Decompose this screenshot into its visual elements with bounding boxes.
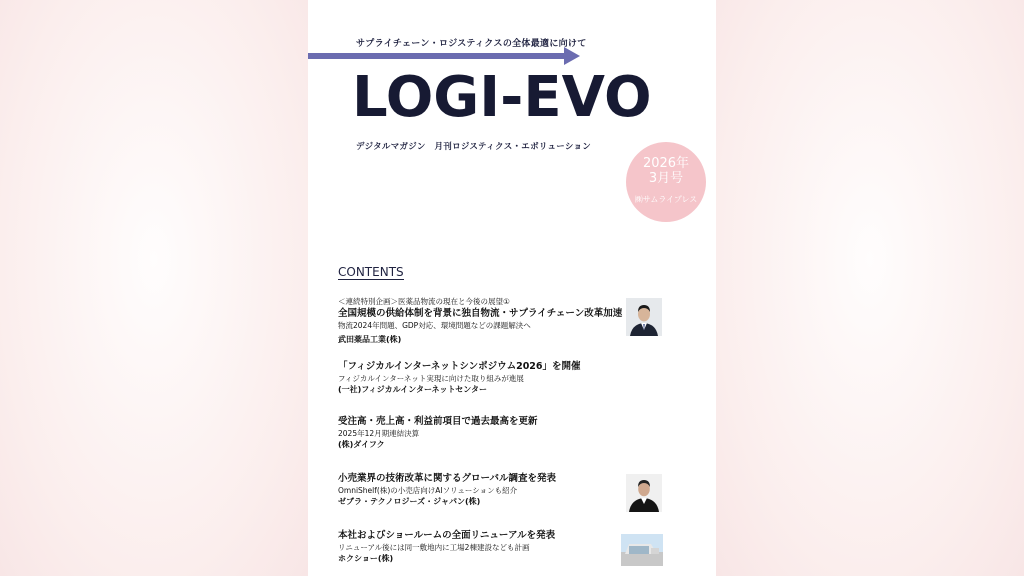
article-headline: 受注高・売上高・利益前項目で過去最高を更新: [338, 416, 538, 427]
issue-badge: [626, 142, 706, 222]
article-summary: リニューアル後には同一敷地内に工場2棟建設なども計画: [338, 543, 530, 552]
article-company: (一社)フィジカルインターネットセンター: [338, 385, 487, 394]
article-summary: フィジカルインターネット実現に向けた取り組みが進展: [338, 374, 524, 383]
article-headline: 小売業界の技術改革に関するグローバル調査を発表: [338, 473, 557, 484]
article-headline: 全国規模の供給体制を背景に独自物流・サプライチェーン改革加速: [338, 308, 623, 319]
article-item[interactable]: [338, 360, 678, 396]
article-summary: 2025年12月期連結決算: [338, 429, 420, 438]
arrow-bar: [308, 53, 566, 59]
background-right: [716, 0, 1024, 576]
magazine-subtitle: デジタルマガジン 月刊ロジスティクス・エボリューション: [356, 142, 592, 152]
contents-heading: CONTENTS: [338, 265, 404, 279]
article-company: (株)ダイフク: [338, 440, 385, 449]
tagline: サプライチェーン・ロジスティクスの全体最適に向けて: [356, 39, 587, 49]
article-company: ホクショー(株): [338, 554, 394, 563]
article-company: ゼブラ・テクノロジーズ・ジャパン(株): [338, 497, 481, 506]
issue-month: 3月号: [648, 171, 684, 186]
article-item[interactable]: [338, 415, 678, 451]
magazine-cover: [308, 0, 716, 576]
issue-year: 2026年: [642, 156, 690, 171]
article-headline: 「フィジカルインターネットシンポジウム2026」を開催: [338, 361, 581, 372]
article-summary: 物流2024年問題、GDP対応、環境問題などの課題解決へ: [338, 321, 531, 330]
portrait-photo: [626, 298, 662, 336]
article-kicker: ＜連続特別企画＞医薬品物流の現在と今後の展望①: [338, 297, 510, 306]
background-left: [0, 0, 308, 576]
portrait-photo: [626, 474, 662, 512]
article-company: 武田薬品工業(株): [338, 335, 402, 344]
publisher: ㈱サムライプレス: [634, 195, 698, 204]
building-photo: [621, 534, 663, 566]
article-summary: OmniShelf(株)の小売店向けAIソリューションも紹介: [338, 486, 518, 495]
article-headline: 本社およびショールームの全面リニューアルを発表: [338, 530, 556, 541]
magazine-logo: LOGI-EVO: [352, 65, 652, 130]
